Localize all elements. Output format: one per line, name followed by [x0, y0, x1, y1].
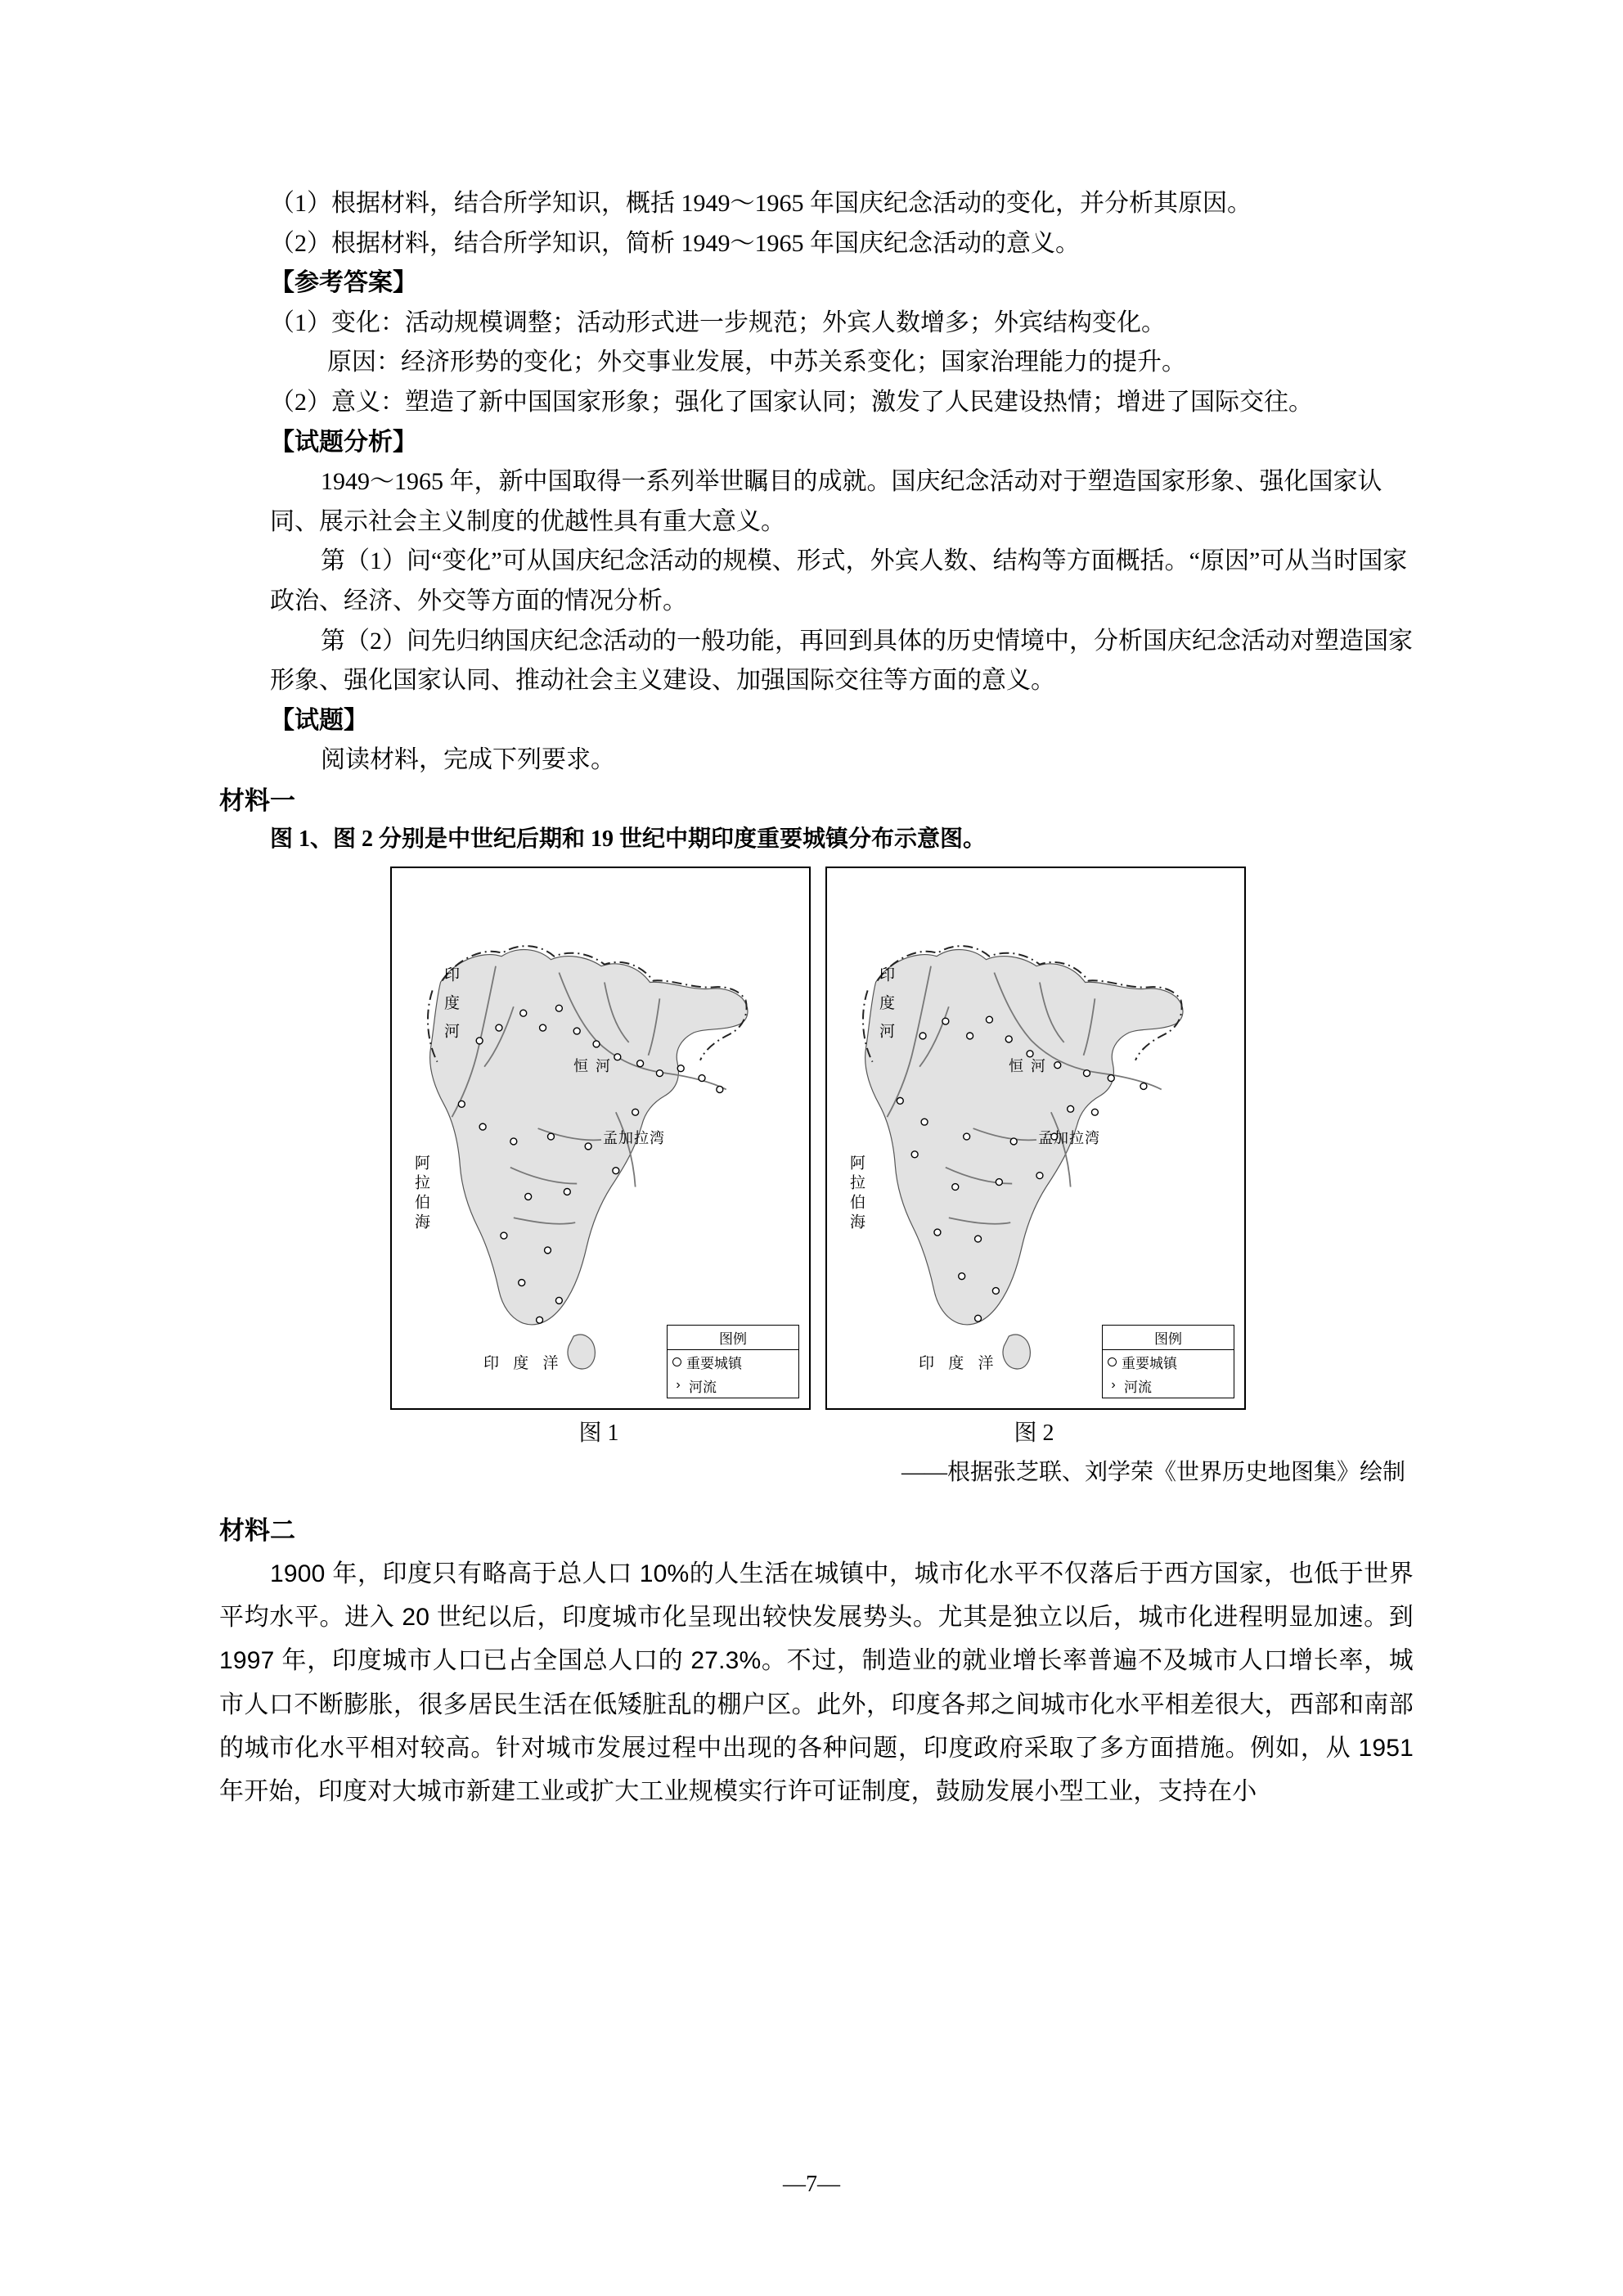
- figure-1-legend-row-river: [668, 1374, 798, 1398]
- answer-line-1: （1）变化：活动规模调整；活动形式进一步规范；外宾人数增多；外宾结构变化。: [270, 308, 1166, 336]
- figure-2-legend-label-town: 重要城镇: [1122, 1355, 1177, 1371]
- page-content: [219, 184, 1414, 1814]
- figure-2-legend-label-river: 河流: [1124, 1379, 1152, 1395]
- question-2: （2）根据材料，结合所学知识，简析 1949～1965 年国庆纪念活动的意义。: [270, 229, 1080, 257]
- figure-1-legend-title: 图例: [668, 1326, 798, 1350]
- exam-heading: 【试题】: [270, 706, 368, 734]
- figure-2-legend-row-river: [1103, 1374, 1234, 1398]
- answer-heading: 【参考答案】: [270, 269, 417, 297]
- figure-1-wrap: [390, 867, 807, 1447]
- figures-row: [219, 867, 1414, 1447]
- question-1: （1）根据材料，结合所学知识，概括 1949～1965 年国庆纪念活动的变化，并分析其原因。: [270, 190, 1252, 217]
- figure-1-label-bay: 孟加拉湾: [603, 1129, 665, 1146]
- figure-2-label-indus: 印 度 河: [877, 966, 894, 1042]
- analysis-paragraph-3: 第（2）问先归纳国庆纪念活动的一般功能，再回到具体的历史情境中，分析国庆纪念活动对塑造国家形象、强化国家认同、推动社会主义建设、加强国际交往等方面的意义。: [270, 627, 1413, 695]
- answer-line-2: 原因：经济形势的变化；外交事业发展，中苏关系变化；国家治理能力的提升。: [327, 349, 1186, 376]
- figure-2-label-ganges: 恒 河: [1009, 1057, 1048, 1074]
- figure-1-legend-label-town: 重要城镇: [686, 1355, 742, 1371]
- river-line-icon: ›: [1111, 1378, 1116, 1393]
- figure-1-label-ocean: 印 度 洋: [483, 1354, 564, 1372]
- page-number: —7—: [783, 2172, 840, 2197]
- figure-2-caption: 图 2: [1014, 1420, 1054, 1446]
- figure-1-caption: 图 1: [578, 1420, 619, 1446]
- river-line-icon: ›: [676, 1378, 681, 1393]
- answer-line-3: （2）意义：塑造了新中国国家形象；强化了国家认同；激发了人民建设热情；增进了国际交往。: [270, 388, 1313, 416]
- exam-intro: 阅读材料，完成下列要求。: [321, 746, 615, 774]
- figure-2-legend-title: 图例: [1103, 1326, 1234, 1350]
- figure-1-legend-label-river: 河流: [689, 1379, 717, 1395]
- figure-1-label-ganges: 恒 河: [573, 1057, 613, 1074]
- figure-1-legend: [667, 1325, 799, 1398]
- figure-2-label-bay: 孟加拉湾: [1038, 1129, 1100, 1146]
- material-one-label: 材料一: [219, 786, 295, 815]
- sri-lanka-shape: [568, 1335, 595, 1369]
- sri-lanka-shape-2: [1003, 1335, 1030, 1369]
- analysis-paragraph-1: 1949～1965 年，新中国取得一系列举世瞩目的成就。国庆纪念活动对于塑造国家形象、强化国家认同、展示社会主义制度的优越性具有重大意义。: [270, 468, 1382, 535]
- figure-1-map: [390, 867, 811, 1410]
- figure-2-label-ocean: 印 度 洋: [919, 1354, 999, 1372]
- figure-2-map: [825, 867, 1246, 1410]
- figure-2-label-sea: 阿拉伯海: [847, 1154, 865, 1233]
- figure-1-legend-row-town: [668, 1350, 798, 1374]
- material-one-caption: 图 1、图 2 分别是中世纪后期和 19 世纪中期印度重要城镇分布示意图。: [270, 826, 987, 853]
- material-one-source: ——根据张芝联、刘学荣《世界历史地图集》绘制: [901, 1459, 1405, 1485]
- analysis-heading: 【试题分析】: [270, 428, 417, 456]
- figure-2-legend: [1102, 1325, 1234, 1398]
- material-two-label: 材料二: [219, 1516, 295, 1546]
- figure-1-label-sea: 阿拉伯海: [412, 1154, 429, 1233]
- town-dot-icon: [672, 1357, 681, 1366]
- analysis-paragraph-2: 第（1）问“变化”可从国庆纪念活动的规模、形式，外宾人数、结构等方面概括。“原因”可从当时国家政治、经济、外交等方面的情况分析。: [270, 547, 1408, 615]
- figure-2-legend-row-town: [1103, 1350, 1234, 1374]
- figure-2-wrap: [825, 867, 1243, 1447]
- town-dot-icon: [1108, 1357, 1117, 1366]
- figure-1-label-indus: 印 度 河: [442, 966, 459, 1042]
- material-two-text: 1900 年，印度只有略高于总人口 10%的人生活在城镇中，城市化水平不仅落后于西方国家，也低于世界平均水平。进入 20 世纪以后，印度城市化呈现出较快发展势头。尤其是独立以后，城市化进程明显加速。到 1997 年，印度城市人口已占全国总人口的 27.3%。不过，制造业的就业增长率普遍不及城市人口增长率，城市人口不断膨胀，很多居民生活在低矮脏乱的棚户区。此外，印度各邦之间城市化水平相差很大，西部和南部的城市化水平相对较高。针对城市发展过程中出现的各种问题，印度政府采取了多方面措施。例如，从 1951 年开始，印度对大城市新建工业或扩大工业规模实行许可证制度，鼓励发展小型工业，支持在小: [219, 1560, 1414, 1806]
